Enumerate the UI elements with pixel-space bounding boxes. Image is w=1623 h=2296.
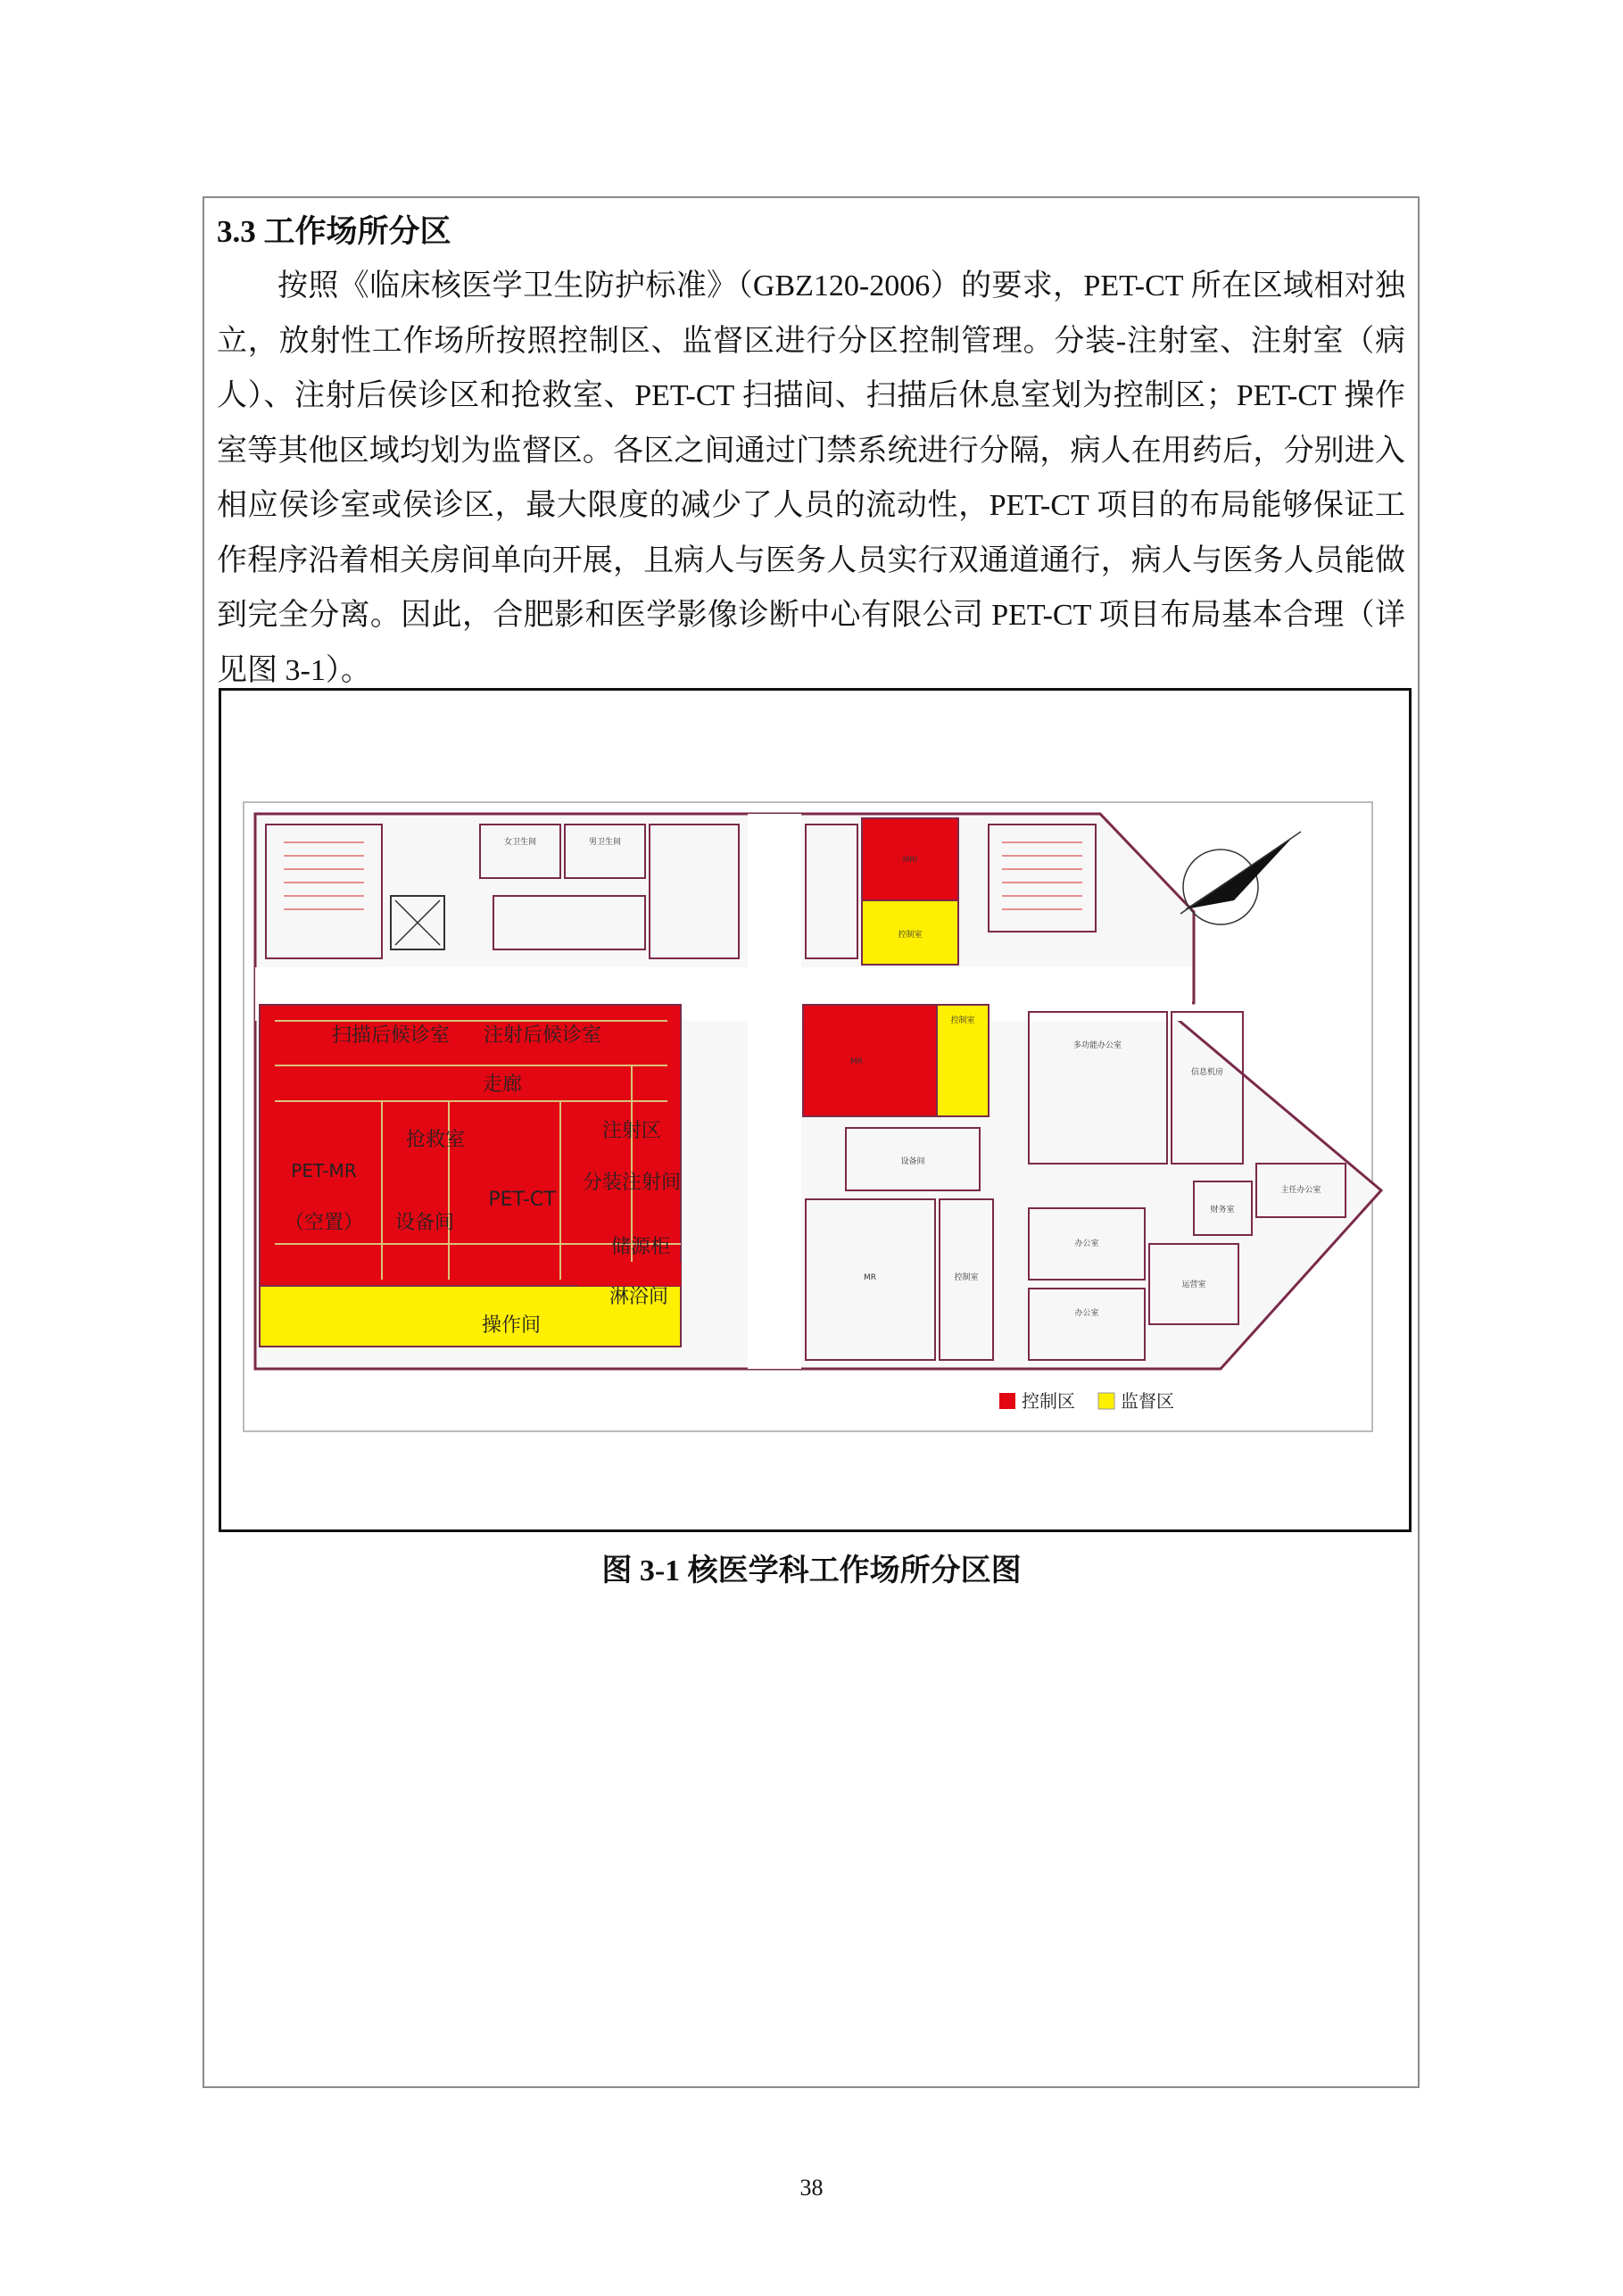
label-female-wc: 女卫生间 <box>503 838 537 847</box>
corridor-vertical <box>748 814 801 1369</box>
label-inject-wait: 注射后候诊室 <box>483 1024 602 1047</box>
legend-label-control: 控制区 <box>1022 1390 1075 1412</box>
label-finance: 财务室 <box>1210 1206 1235 1214</box>
label-info-room: 信息机房 <box>1190 1068 1224 1077</box>
label-petct: PET-CT <box>488 1189 556 1211</box>
figure-box <box>219 688 1412 1532</box>
zone-control-shower <box>578 1262 681 1286</box>
label-shower: 淋浴间 <box>609 1286 669 1308</box>
label-scan-wait: 扫描后候诊室 <box>331 1024 451 1047</box>
label-multi-office: 多功能办公室 <box>1072 1041 1122 1050</box>
label-corridor: 走廊 <box>482 1073 523 1096</box>
legend-swatch-control <box>999 1393 1015 1409</box>
label-equipment: 设备间 <box>394 1212 455 1234</box>
label-mr-lower: MR <box>863 1273 877 1282</box>
label-control-lower: 控制室 <box>954 1273 979 1282</box>
label-petmr: PET-MR <box>291 1160 357 1181</box>
body-paragraph <box>217 259 1405 698</box>
figure-caption: 图 3-1 核医学科工作场所分区图 <box>601 1554 1022 1587</box>
label-inject-zone: 注射区 <box>601 1120 662 1142</box>
zone-control-mid <box>803 1005 937 1116</box>
section-heading: 3.3 工作场所分区 <box>217 214 451 249</box>
label-operation: 操作间 <box>481 1314 542 1337</box>
label-control-top: 控制室 <box>898 931 923 940</box>
legend-swatch-supervise <box>1098 1393 1114 1409</box>
label-director-office: 主任办公室 <box>1280 1186 1321 1195</box>
label-mr-mid: MR <box>849 1057 864 1066</box>
label-office-b: 办公室 <box>1074 1309 1099 1318</box>
label-office-a: 办公室 <box>1074 1239 1099 1248</box>
label-rescue: 抢救室 <box>405 1129 466 1151</box>
legend-label-supervise: 监督区 <box>1121 1390 1174 1412</box>
label-dispense: 分装注射间 <box>582 1172 682 1194</box>
label-storage: 储源柜 <box>610 1236 671 1258</box>
label-equip-room: 设备间 <box>900 1157 925 1166</box>
paragraph-text: 按照《临床核医学卫生防护标准》（GBZ120-2006）的要求，PET-CT 所在区域相对独立，放射性工作场所按照控制区、监督区进行分区控制管理。分装-注射室、注射室（病人）、注射后侯诊区和抢救室、PET-CT 扫描间、扫描后休息室划为控制区；PET-CT 操作室等其他区域均划为监督区。各区之间通过门禁系统进行分隔，病人在用药后，分别进入相应侯诊室或侯诊区，最大限度的减少了人员的流动性，PET-CT 项目的布局能够保证工作程序沿着相关房间单向开展，且病人与医务人员实行双通道通行，病人与医务人员能做到完全分离。因此，合肥影和医学影像诊断中心有限公司 PET-CT 项目布局基本合理（详见图 3-1）。 <box>217 269 1405 687</box>
label-male-wc: 男卫生间 <box>588 838 622 847</box>
page-number: 38 <box>799 2175 824 2201</box>
label-vacant: （空置） <box>284 1212 364 1234</box>
floor-plan <box>221 691 1409 1529</box>
label-ops-room: 运营室 <box>1181 1281 1206 1289</box>
label-control-mid: 控制室 <box>950 1016 975 1025</box>
label-mri: MRI <box>902 856 918 865</box>
